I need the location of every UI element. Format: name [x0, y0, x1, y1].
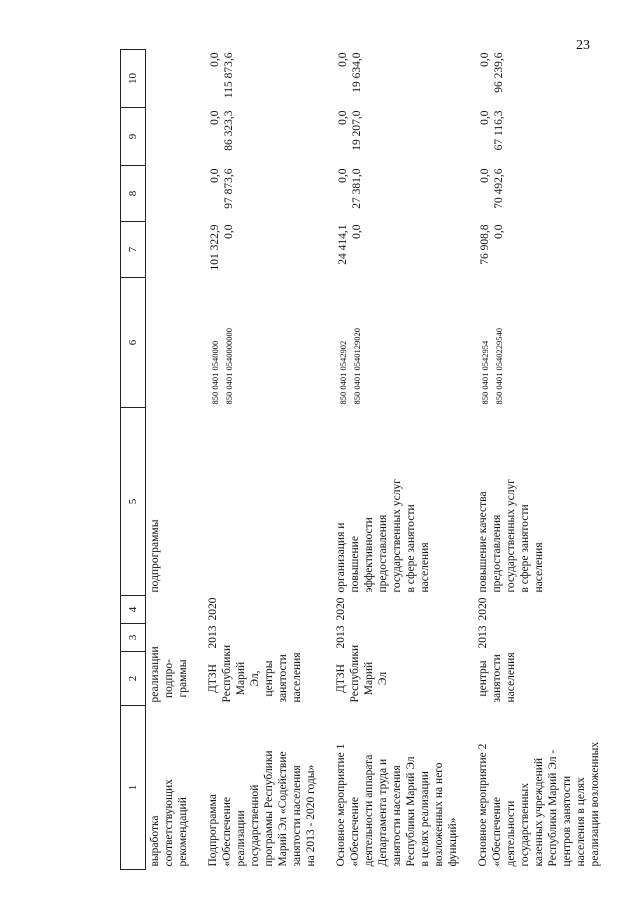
cell-line: государственных [519, 782, 531, 867]
budget-code-cell [332, 278, 462, 408]
cell-line: 0,0 [209, 52, 221, 67]
table-row [474, 50, 604, 870]
cell-line: 0,0 [337, 52, 349, 67]
cell-line: функций» [447, 817, 459, 867]
cell-line: 101 322,9 [209, 224, 221, 271]
cell-line: 67 116,3 [493, 110, 505, 151]
header-cell: 4 [121, 596, 146, 624]
header-cell: 9 [121, 108, 146, 166]
cell-line: Подпрограмма [207, 794, 219, 867]
header-cell: 6 [121, 278, 146, 408]
cell-line: 850 0401 0540000000 [224, 328, 234, 405]
cell-line: Марий Эл «Содействие [277, 751, 289, 867]
cell-line: 70 492,6 [493, 168, 505, 209]
cell-line: 0,0 [337, 168, 349, 183]
cell-line: 76 908,8 [479, 224, 491, 265]
value-cell [332, 222, 462, 278]
cell-line: 850 0401 0540229540 [494, 328, 504, 405]
row-title-cell [332, 706, 462, 870]
header-cell: 7 [121, 222, 146, 278]
value-cell [332, 50, 462, 108]
cell-line: Республики [349, 644, 361, 703]
cell-line: организация и [335, 522, 347, 593]
cell-line: 0,0 [209, 168, 221, 183]
start-year-cell: 2013 [477, 625, 489, 649]
cell-line: подпрограммы [149, 519, 161, 593]
table-row [146, 50, 193, 870]
cell-line: 0,0 [493, 224, 505, 239]
header-cell: 2 [121, 652, 146, 706]
cell-line: населения [505, 652, 517, 703]
cell-line: государственных услуг [391, 479, 403, 593]
cell-line: 27 381,0 [351, 168, 363, 209]
header-cell: 8 [121, 166, 146, 222]
cell-line: деятельности аппарата [363, 754, 375, 867]
cell-line: Республики [221, 644, 233, 703]
cell-line: на 2013 - 2020 годы» [305, 764, 317, 867]
cell-line: предоставления [377, 514, 389, 593]
cell-line: Основное мероприятие 1 [335, 743, 347, 867]
value-cell [474, 50, 604, 108]
page-number: 23 [576, 38, 590, 53]
cell-line: занятости населения [391, 765, 403, 867]
cell-line: государственных услуг [505, 479, 517, 593]
value-cell [332, 166, 462, 222]
end-year-cell: 2020 [477, 597, 489, 621]
cell-line: Марий Эл [363, 661, 389, 696]
cell-line: 0,0 [337, 110, 349, 125]
cell-line: ДТЗН [207, 664, 219, 693]
cell-line: 0,0 [209, 110, 221, 125]
cell-line: Республики Марий Эл [405, 756, 417, 867]
budget-code-cell [474, 278, 604, 408]
header-cell: 10 [121, 50, 146, 108]
cell-line: в сфере занятости [519, 504, 531, 593]
cell-line: соответствующих [163, 779, 175, 867]
executor-cell [332, 644, 462, 706]
row-title-cell [474, 706, 604, 870]
cell-line: Марий Эл, [235, 661, 261, 696]
cell-line: 0,0 [351, 224, 363, 239]
table-row [332, 50, 462, 870]
cell-line: центры [477, 660, 489, 697]
cell-line: Республики Марий Эл - [547, 749, 559, 867]
cell-line: рекомендаций [177, 797, 189, 867]
cell-line: подпро- [163, 659, 175, 698]
end-year-cell: 2020 [207, 597, 219, 621]
table-row [204, 50, 320, 870]
cell-line: населения [291, 652, 303, 703]
cell-line: 850 0401 0542954 [480, 340, 490, 405]
cell-line: 850 0401 0542902 [338, 340, 348, 405]
value-cell [204, 108, 320, 166]
executor-cell [204, 644, 320, 706]
value-cell [474, 166, 604, 222]
cell-line: деятельности [505, 800, 517, 867]
cell-line: 0,0 [479, 110, 491, 125]
cell-line: населения [419, 542, 431, 593]
row-title-cell [204, 706, 320, 870]
cell-line: 850 0401 0540000 [210, 340, 220, 405]
cell-line: в целях реализации [419, 771, 431, 867]
header-cell: 3 [121, 624, 146, 652]
row-title-cell [146, 706, 193, 870]
cell-line: в сфере занятости [405, 504, 417, 593]
value-cell [204, 222, 320, 278]
value-cell [474, 222, 604, 278]
rotated-table-wrapper [120, 50, 640, 870]
cell-line: Департамента труда и [377, 758, 389, 867]
cell-line: центры [263, 660, 275, 697]
cell-line: 115 873,6 [223, 52, 235, 99]
cell-line: казенных учреждений [533, 757, 545, 867]
cell-line: центров занятости [561, 775, 573, 867]
cell-line: 19 634,0 [351, 52, 363, 93]
header-cell: 5 [121, 408, 146, 596]
result-cell [146, 408, 193, 596]
cell-line: занятости населения [291, 765, 303, 867]
start-year-cell: 2013 [207, 625, 219, 649]
cell-line: «Обеспечение [221, 796, 233, 867]
cell-line: 19 207,0 [351, 110, 363, 151]
cell-line: «Обеспечение [349, 796, 361, 867]
cell-line: предоставления [491, 514, 503, 593]
header-cell: 1 [121, 706, 146, 870]
cell-line: «Обеспечение [491, 796, 503, 867]
cell-line: ДТЗН [335, 664, 347, 693]
cell-line: 0,0 [479, 168, 491, 183]
cell-line: занятости [277, 654, 289, 703]
result-cell [332, 408, 462, 596]
program-table [120, 49, 604, 870]
value-cell [332, 108, 462, 166]
cell-line: населения в целях [575, 777, 587, 867]
value-cell [474, 108, 604, 166]
cell-line: 850 0401 0540129020 [352, 328, 362, 405]
cell-line: населения [533, 542, 545, 593]
cell-line: государственной [249, 784, 261, 867]
end-year-cell: 2020 [335, 597, 347, 621]
cell-line: эффективности [363, 517, 375, 593]
cell-line: программы Республики [263, 750, 275, 867]
cell-line: 97 873,6 [223, 168, 235, 209]
value-cell [204, 166, 320, 222]
cell-line: выработка [149, 815, 161, 867]
cell-line: 24 414,1 [337, 224, 349, 265]
result-cell [474, 408, 604, 596]
cell-line: повышение [349, 536, 361, 593]
cell-line: 0,0 [479, 52, 491, 67]
start-year-cell: 2013 [335, 625, 347, 649]
cell-line: 96 239,6 [493, 52, 505, 93]
cell-line: Основное мероприятие 2 [477, 743, 489, 867]
cell-line: 0,0 [223, 224, 235, 239]
cell-line: занятости [491, 654, 503, 703]
cell-line: реализации [235, 810, 247, 867]
cell-line: реализации возложенных [589, 741, 601, 867]
cell-line: возложенных на него [433, 762, 445, 867]
cell-line: граммы [177, 659, 189, 698]
executor-cell [146, 646, 193, 706]
value-cell [204, 50, 320, 108]
budget-code-cell [204, 278, 320, 408]
cell-line: повышение качества [477, 491, 489, 593]
executor-cell [474, 652, 604, 706]
cell-line: 86 323,3 [223, 110, 235, 151]
header-row [121, 50, 146, 870]
cell-line: реализации [149, 646, 161, 703]
